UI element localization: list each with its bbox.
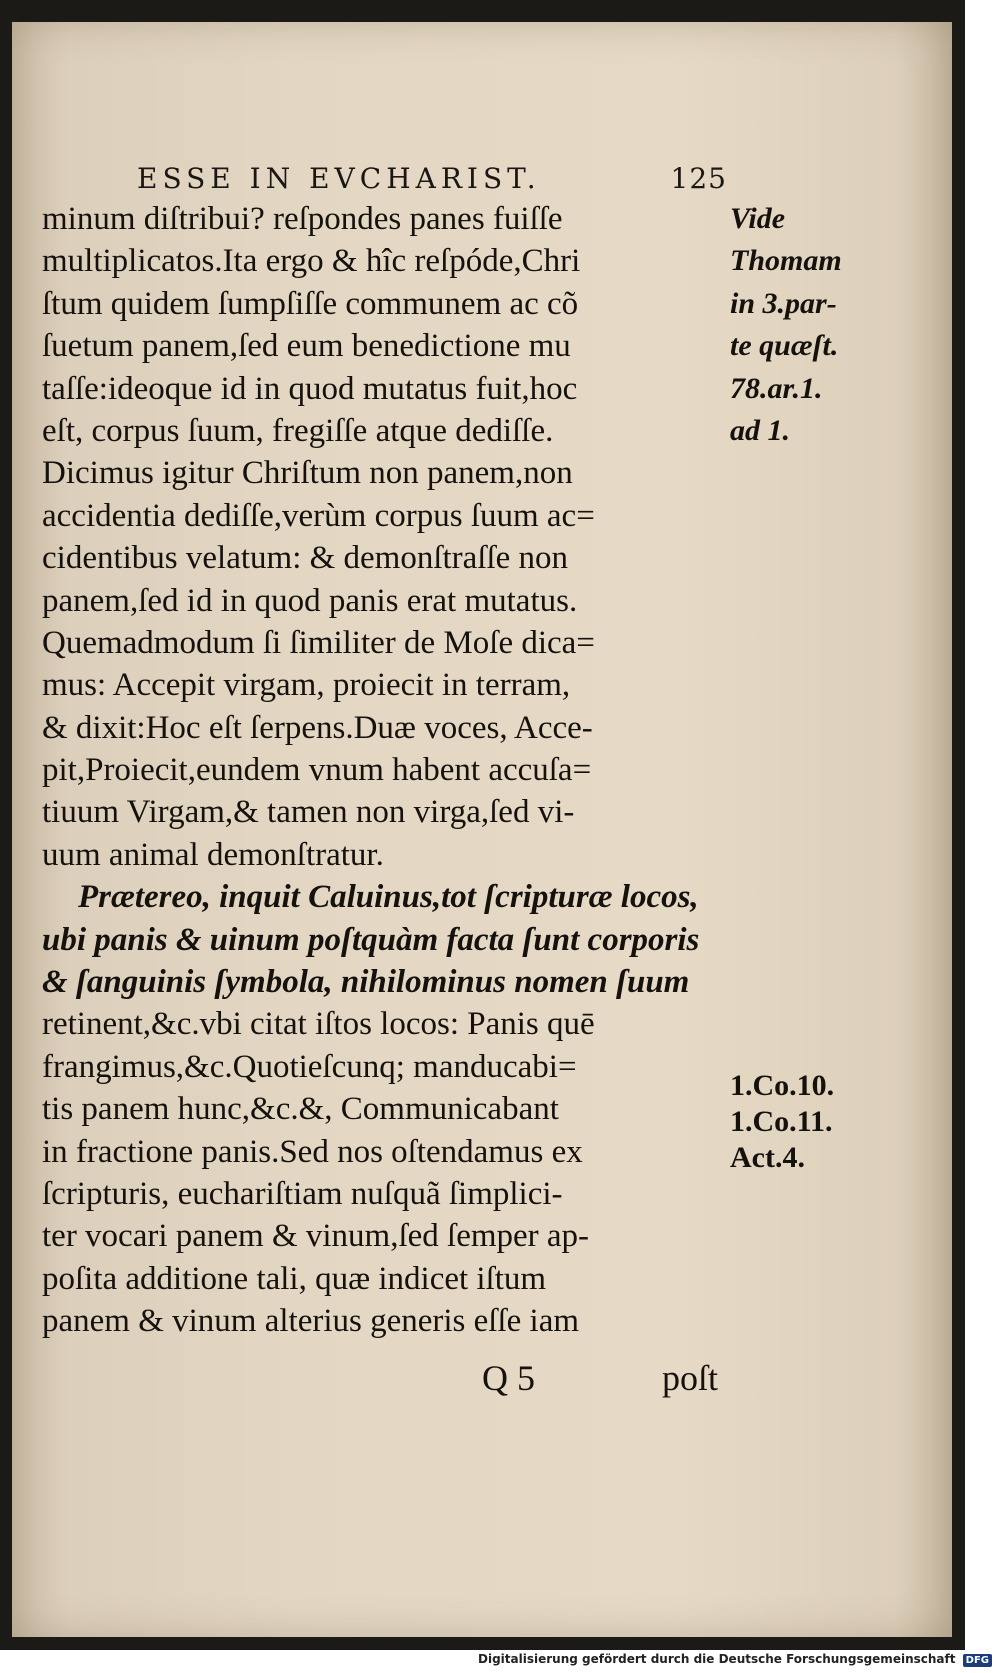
page-footer <box>12 1357 952 1407</box>
margin-reference: Act.4. <box>730 1141 805 1174</box>
text-line: cidentibus velatum: & demonſtraſſe non <box>42 540 569 577</box>
text-line: panem,ſed id in quod panis erat mutatus. <box>42 582 578 619</box>
main-text-block <box>42 198 732 1343</box>
text-line: taſſe:ideoque id in quod mutatus fuit,hoc <box>42 370 578 407</box>
margin-note-line: ad 1. <box>730 414 790 448</box>
text-line: tiuum Virgam,& tamen non virga,ſed vi- <box>42 794 575 831</box>
catchword: poſt <box>662 1358 719 1398</box>
text-line: ſuetum panem,ſed eum benedictione mu <box>42 328 571 365</box>
page-number: 125 <box>670 162 727 195</box>
margin-note-references <box>730 1068 890 1176</box>
margin-note-line: te quæſt. <box>730 329 839 363</box>
text-line: multiplicatos.Ita ergo & hîc reſpóde,Chri <box>42 243 581 280</box>
text-line: ſtum quidem ſumpſiſſe communem ac cõ <box>42 285 579 322</box>
credit-text: Digitalisierung gefördert durch die Deutsche Forschungsgemeinschaft <box>478 1652 956 1666</box>
margin-note-thomas <box>730 198 890 452</box>
quotation-line: Prætereo, inquit Caluinus,tot ſcripturæ locos, <box>78 879 699 916</box>
text-line: uum animal demonſtratur. <box>42 836 384 873</box>
text-line: accidentia dediſſe,verùm corpus ſuum ac= <box>42 497 595 534</box>
text-line: & dixit:Hoc eſt ſerpens.Duæ voces, Acce- <box>42 709 593 746</box>
margin-note-line: 78.ar.1. <box>730 371 823 405</box>
signature-mark: Q 5 <box>482 1358 535 1398</box>
text-line: ter vocari panem & vinum,ſed ſemper ap- <box>42 1218 590 1255</box>
running-title: ESSE IN EVCHARIST. <box>137 162 541 195</box>
margin-reference: 1.Co.10. <box>730 1069 835 1102</box>
running-header <box>137 162 727 202</box>
text-line: eſt, corpus ſuum, fregiſſe atque dediſſe. <box>42 412 554 449</box>
margin-reference: 1.Co.11. <box>730 1105 833 1138</box>
margin-note-line: Vide <box>730 202 786 235</box>
text-line: frangimus,&c.Quotieſcunq; manducabi= <box>42 1048 577 1085</box>
text-line: in fractione panis.Sed nos oſtendamus ex <box>42 1133 583 1170</box>
margin-note-line: in 3.par- <box>730 286 837 320</box>
text-line: tis panem hunc,&c.&, Communicabant <box>42 1091 559 1128</box>
text-line: poſita additione tali, quæ indicet iſtum <box>42 1260 547 1297</box>
text-line: Quemadmodum ſi ſimiliter de Moſe dica= <box>42 624 595 661</box>
text-line: minum diſtribui? reſpondes panes fuiſſe <box>42 201 563 237</box>
text-line: Dicimus igitur Chriſtum non panem,non <box>42 455 573 492</box>
text-line: pit,Proiecit,eundem vnum habent accuſa= <box>42 752 592 789</box>
book-page <box>12 22 952 1637</box>
dfg-logo: DFG <box>963 1654 992 1667</box>
quotation-line: ubi panis & uinum poſtquàm facta ſunt corporis <box>42 921 700 958</box>
margin-note-line: Thomam <box>730 244 842 278</box>
text-line: ſcripturis, euchariſtiam nuſquã ſimplici- <box>42 1175 563 1212</box>
text-line: retinent,&c.vbi citat iſtos locos: Panis quē <box>42 1006 595 1043</box>
text-line: panem & vinum alterius generis eſſe iam <box>42 1303 580 1340</box>
text-line: mus: Accepit virgam, proiecit in terram, <box>42 667 571 704</box>
digitization-credit <box>478 1652 992 1667</box>
quotation-line: & ſanguinis ſymbola, nihilominus nomen ſuum <box>42 964 690 1001</box>
